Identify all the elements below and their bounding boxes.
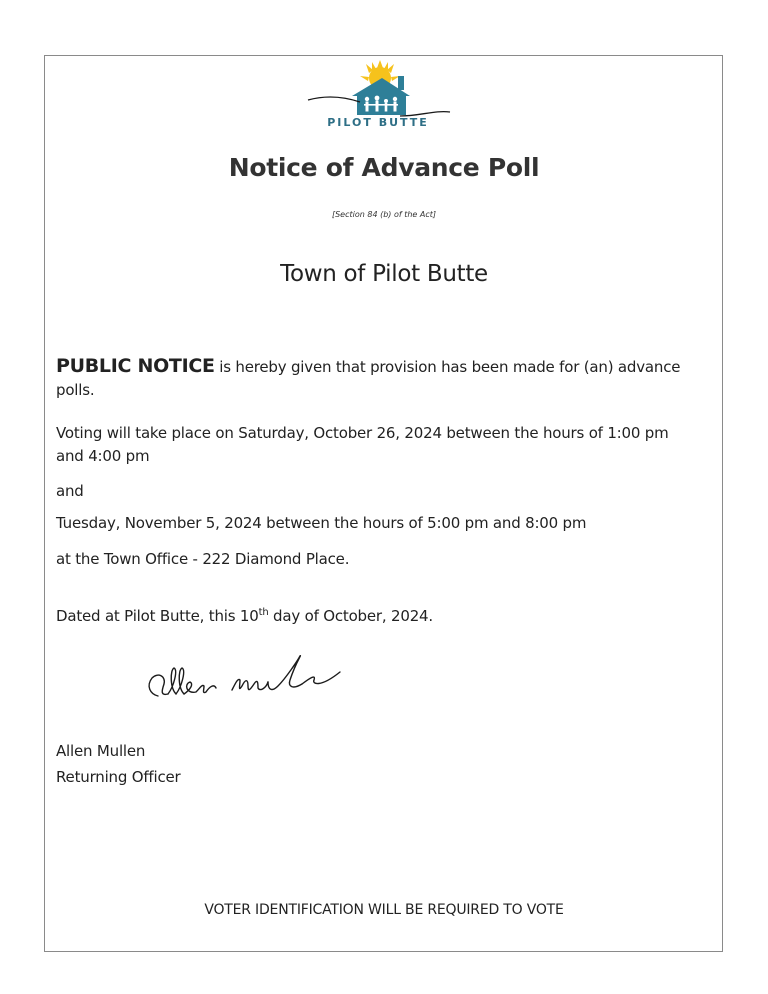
officer-title: Returning Officer bbox=[56, 768, 181, 786]
dated-suffix: th bbox=[258, 607, 269, 618]
town-name: Town of Pilot Butte bbox=[280, 261, 488, 287]
section-reference: [Section 84 (b) of the Act] bbox=[331, 210, 437, 219]
house-icon bbox=[352, 76, 410, 115]
voting-tuesday-line: Tuesday, November 5, 2024 between the hours of 5:00 pm and 8:00 pm bbox=[56, 514, 587, 532]
officer-name: Allen Mullen bbox=[56, 742, 146, 760]
public-notice-paragraph bbox=[56, 355, 696, 402]
page-title: Notice of Advance Poll bbox=[228, 153, 540, 182]
public-notice-lead: PUBLIC NOTICE bbox=[56, 355, 215, 377]
dated-line bbox=[56, 605, 696, 628]
dated-before: Dated at Pilot Butte, this 10 bbox=[56, 607, 259, 625]
voting-saturday-line: Voting will take place on Saturday, October 26, 2024 between the hours of 1:00 pm and 4:00 pm bbox=[56, 424, 669, 465]
pilot-butte-logo bbox=[300, 58, 456, 136]
document-border bbox=[44, 55, 723, 952]
and-line: and bbox=[56, 482, 84, 500]
logo-graphic bbox=[300, 58, 456, 118]
location-line: at the Town Office - 222 Diamond Place. bbox=[56, 550, 350, 568]
logo-wordmark: PILOT BUTTE bbox=[327, 116, 429, 129]
signature bbox=[140, 650, 360, 712]
signature-graphic bbox=[140, 650, 360, 712]
footer-notice: VOTER IDENTIFICATION WILL BE REQUIRED TO VOTE bbox=[204, 902, 564, 918]
public-notice-text: is hereby given that provision has been made for (an) advance polls. bbox=[56, 358, 681, 399]
dated-after: day of October, 2024. bbox=[268, 607, 433, 625]
